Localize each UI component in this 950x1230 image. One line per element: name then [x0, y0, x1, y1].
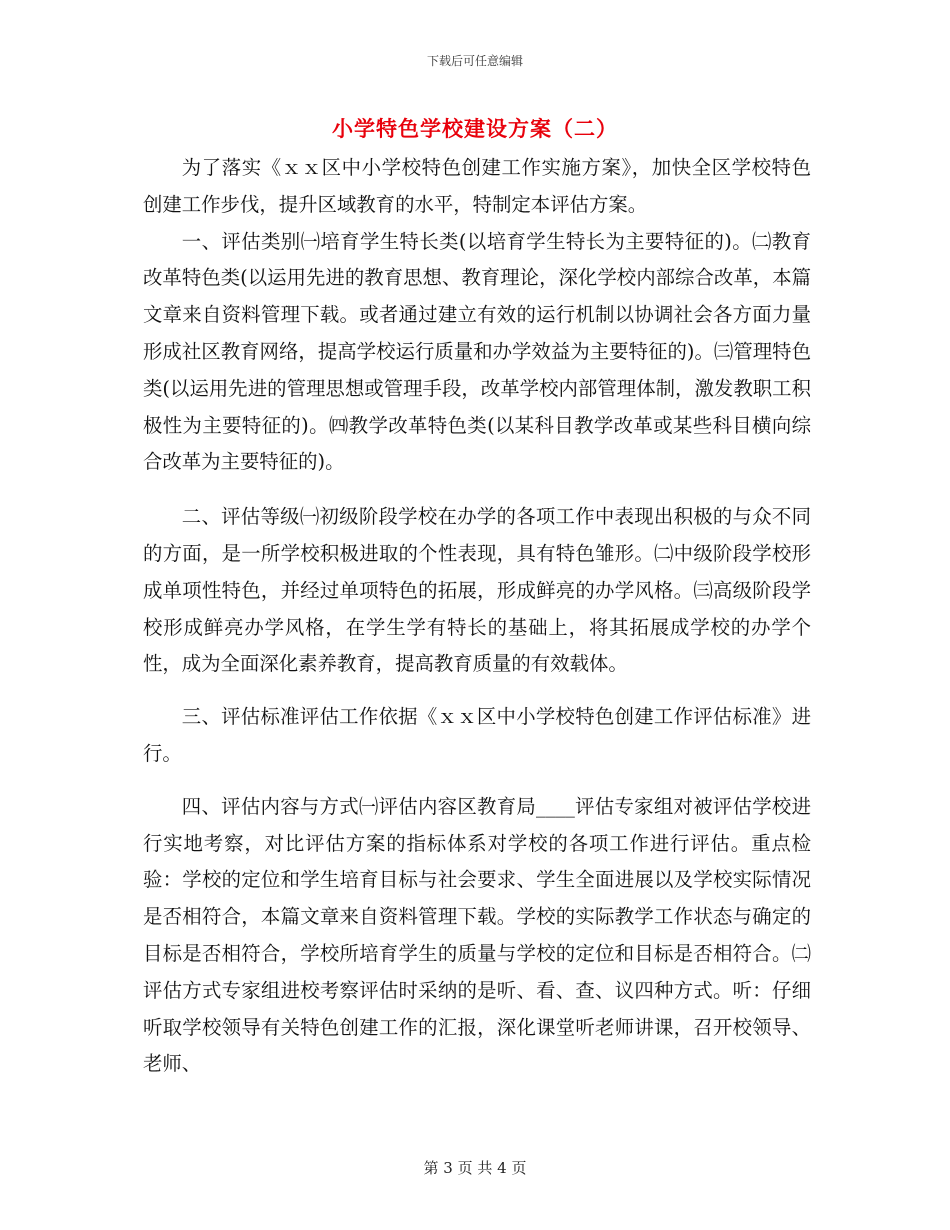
paragraph-section-3: 三、评估标准评估工作依据《ｘｘ区中小学校特色创建工作评估标准》进行。 — [143, 705, 811, 765]
document-body — [143, 150, 811, 1083]
paragraph-section-1: 一、评估类别㈠培育学生特长类(以培育学生特长为主要特征的)。㈡教育改革特色类(以运用先进的教育思想、教育理论，深化学校内部综合改革，本篇文章来自资料管理下载。或者通过建立有效的运行机制以协调社会各方面力量形成社区教育网络，提高学校运行质量和办学效益为主要特征的)。㈢管理特色类(以运用先进的管理思想或管理手段，改革学校内部管理体制，激发教职工积极性为主要特征的)。㈣教学改革特色类(以某科目教学改革或某些科目横向综合改革为主要特征的)。 — [143, 229, 811, 474]
paragraph-intro: 为了落实《ｘｘ区中小学校特色创建工作实施方案》，加快全区学校特色创建工作步伐，提升区域教育的水平，特制定本评估方案。 — [143, 156, 811, 216]
document-title: 小学特色学校建设方案（二） — [332, 116, 618, 141]
page-number: 第 3 页 共 4 页 — [423, 1159, 527, 1177]
paragraph-section-4: 四、评估内容与方式㈠评估内容区教育局____评估专家组对被评估学校进行实地考察，对比评估方案的指标体系对学校的各项工作进行评估。重点检验：学校的定位和学生培育目标与社会要求、学生全面进展以及学校实际情况是否相符合，本篇文章来自资料管理下载。学校的实际教学工作状态与确定的目标是否相符合，学校所培育学生的质量与学校的定位和目标是否相符合。㈡评估方式专家组进校考察评估时采纳的是听、看、查、议四种方式。听：仔细听取学校领导有关特色创建工作的汇报，深化课堂听老师讲课，召开校领导、老师、 — [143, 794, 811, 1076]
page-header-note: 下载后可任意编辑 — [426, 54, 523, 68]
paragraph-section-2: 二、评估等级㈠初级阶段学校在办学的各项工作中表现出积极的与众不同的方面，是一所学校积极进取的个性表现，具有特色雏形。㈡中级阶段学校形成单项性特色，并经过单项特色的拓展，形成鲜亮的办学风格。㈢高级阶段学校形成鲜亮办学风格，在学生学有特长的基础上，将其拓展成学校的办学个性，成为全面深化素养教育，提高教育质量的有效载体。 — [143, 505, 811, 676]
